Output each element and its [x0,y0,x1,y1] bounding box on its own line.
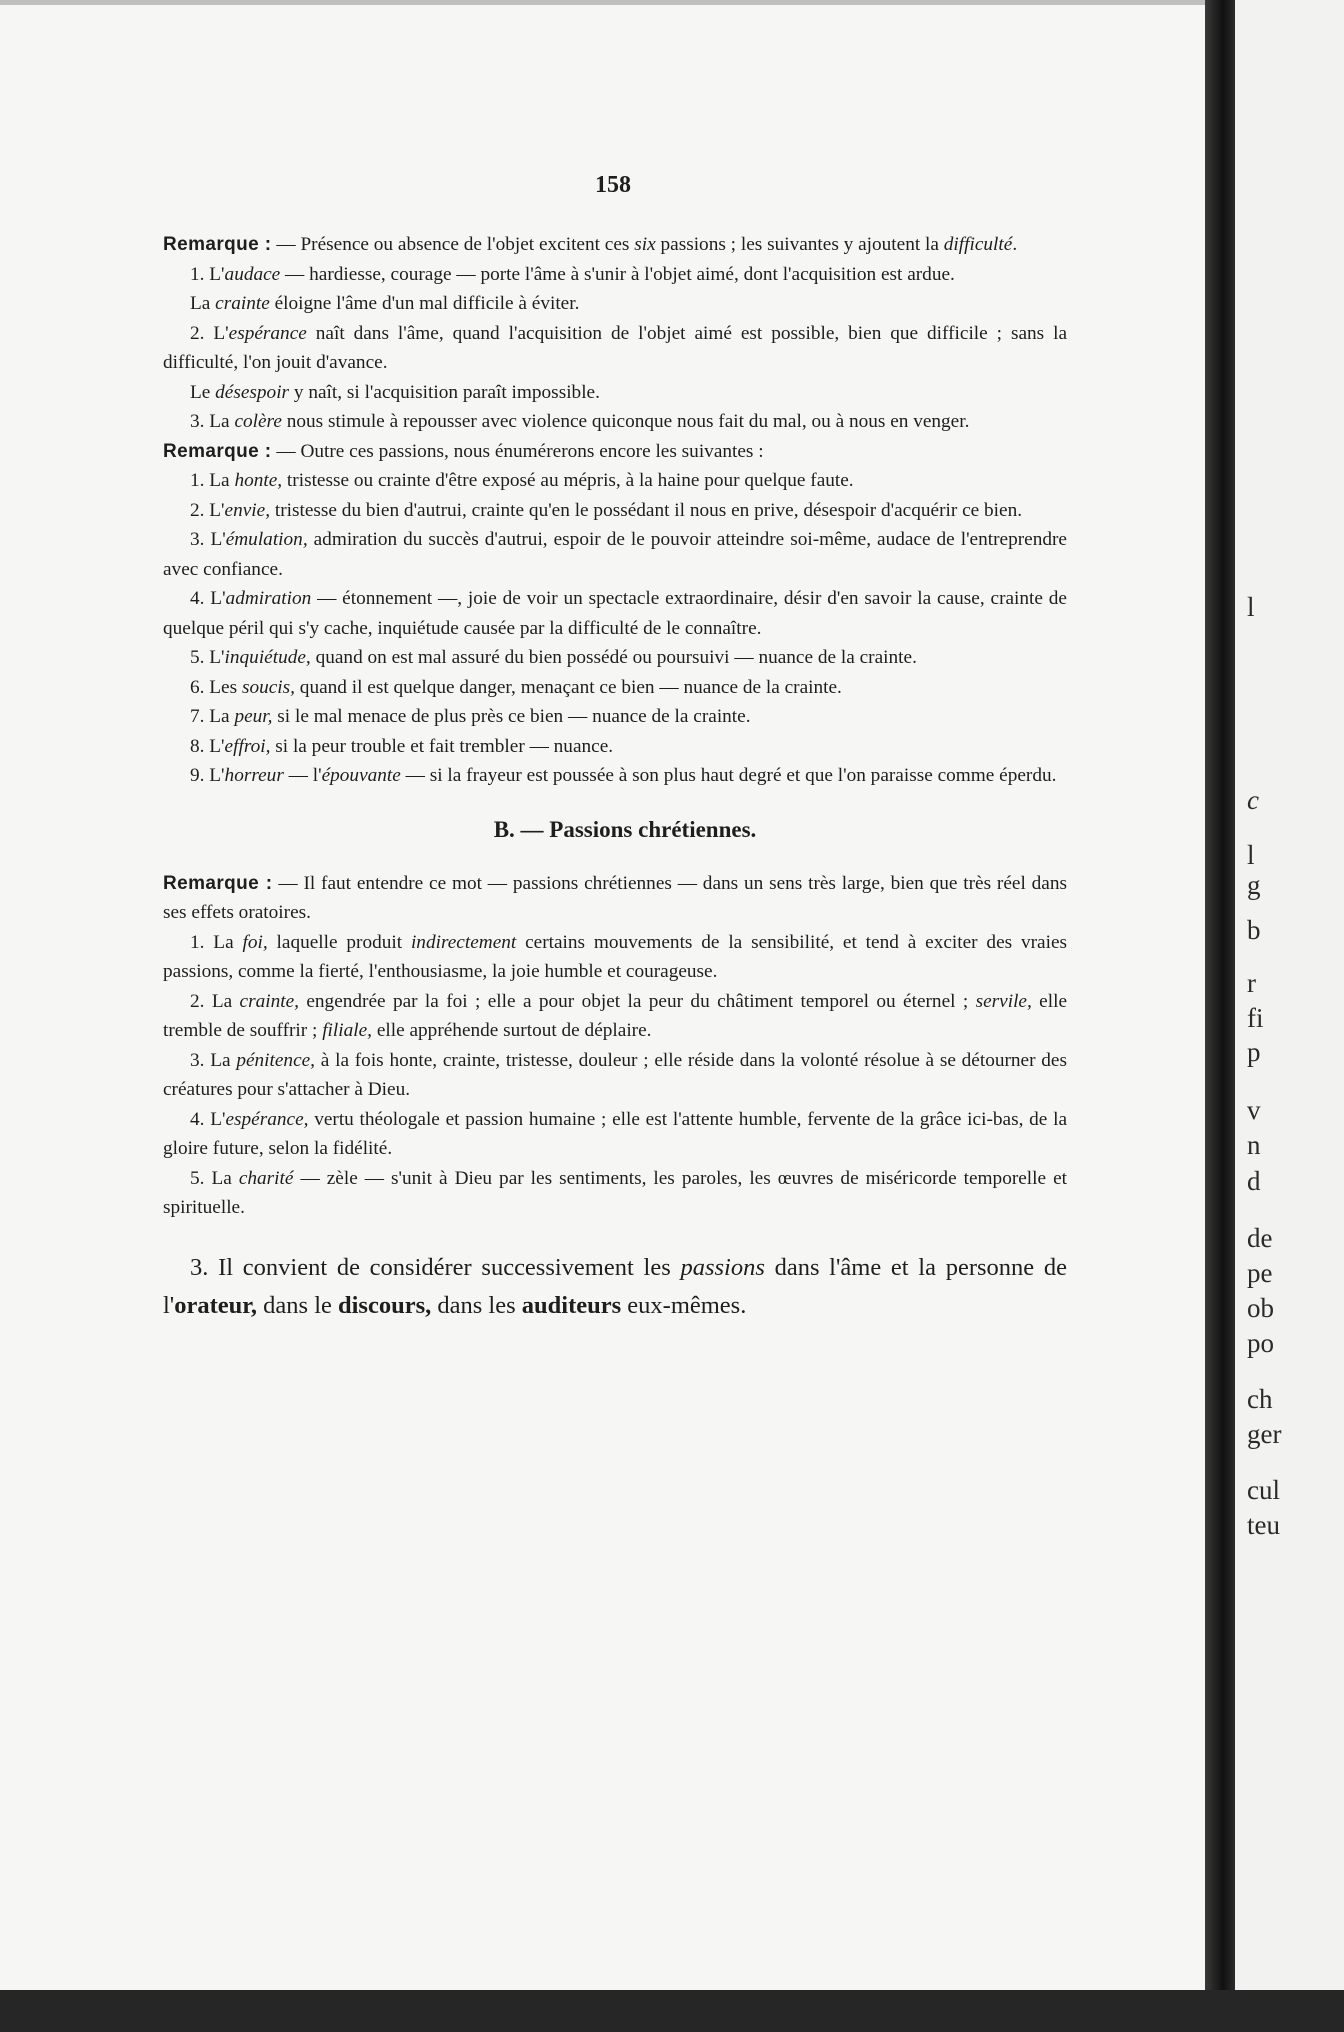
facing-text-fragment: ch [1247,1384,1273,1414]
paragraph [163,289,1067,319]
bold-term: discours, [338,1291,432,1319]
emphasis: désespoir [215,381,290,403]
remark-label: Remarque : [163,234,272,255]
list-item [163,1164,1067,1223]
text: laquelle produit [267,931,411,953]
remark-paragraph [163,869,1067,928]
book-spine [1205,0,1235,1990]
emphasis: admiration [225,588,312,609]
emphasis: servile, [975,990,1032,1012]
text: 3. L' [190,529,226,550]
text: 8. L' [190,735,225,757]
facing-text-fragment: cul [1247,1475,1280,1505]
list-item [163,584,1067,643]
list-item [163,466,1067,496]
page-number: 158 [595,172,631,198]
list-item [163,702,1067,732]
text: engendrée par la foi ; elle a pour objet la peur du châtiment temporel ou éternel ; [298,990,976,1012]
list-item [163,496,1067,526]
text: Le [190,381,216,403]
emphasis: crainte [215,293,270,314]
emphasis: épouvante [321,765,401,786]
list-item [163,987,1067,1046]
text: passions ; les suivantes y ajoutent la [655,234,944,255]
text: — l' [283,765,322,786]
text: — si la frayeur est poussée à son plus haut degré et que l'on paraisse comme éperdu. [400,765,1057,786]
facing-text-fragment: pe [1247,1258,1273,1288]
facing-text-fragment: de [1247,1223,1273,1253]
text: dans les [431,1291,522,1319]
text: dans le [257,1291,338,1319]
list-item [163,525,1067,584]
text: 4. L' [190,588,226,609]
emphasis: inquiétude, [224,647,311,668]
text: dans l'âme et la personne de l' [163,1253,1067,1319]
facing-page-edge [1235,0,1344,1990]
text: 1. La [190,931,243,953]
facing-text-fragment: r [1247,968,1256,998]
text: 1. L' [190,263,225,285]
text: La [190,293,216,314]
list-item [163,761,1067,791]
text: — Outre ces passions, nous énumérerons encore les suivantes : [271,440,764,462]
remark-paragraph [163,230,1067,260]
text: 2. L' [190,322,229,344]
emphasis: passions [680,1253,765,1281]
remark-label: Remarque : [163,440,272,462]
facing-text-fragment: l [1247,592,1255,622]
text: à la fois honte, crainte, tristesse, douleur ; elle réside dans la volonté résolue à se détourner des créatures pour s'attacher à Dieu. [163,1049,1067,1100]
text: 6. Les [190,676,242,698]
bold-term: auditeurs [521,1291,622,1319]
emphasis: foi, [242,931,268,953]
emphasis: indirectement [410,931,517,953]
list-item [163,1105,1067,1164]
text: — zèle — s'unit à Dieu par les sentiments, les paroles, les œuvres de miséricorde temporelle et spirituelle. [163,1167,1067,1218]
text: 5. La [190,1167,239,1189]
text: 5. L' [190,647,225,668]
facing-text-fragment: ger [1247,1419,1282,1449]
emphasis: effroi, [224,735,271,757]
facing-text-fragment: b [1247,915,1261,945]
text: tristesse ou crainte d'être exposé au mépris, à la haine pour quelque faute. [282,470,854,491]
text: admiration du succès d'autrui, espoir de le pouvoir atteindre soi-même, audace de l'entreprendre avec confiance. [163,529,1067,580]
text: — Il faut entendre ce mot — passions chrétiennes — dans un sens très large, bien que très réel dans ses effets oratoires. [163,872,1067,923]
text: quand il est quelque danger, menaçant ce bien — nuance de la crainte. [294,676,842,698]
emphasis: six [634,234,656,255]
emphasis: espérance [228,322,307,344]
text: tristesse du bien d'autrui, crainte qu'en le possédant il nous en prive, désespoir d'acquérir ce bien. [270,499,1023,521]
text: si le mal menace de plus près ce bien — nuance de la crainte. [272,706,751,727]
list-item [163,1046,1067,1105]
facing-text-fragment: ob [1247,1293,1274,1323]
text: 3. La [190,411,235,432]
text: y naît, si l'acquisition paraît impossible. [289,381,600,403]
text: 2. L' [190,499,225,521]
closing-paragraph [163,1249,1067,1325]
text: 7. La [190,706,235,727]
text: éloigne l'âme d'un mal difficile à éviter. [269,293,580,314]
remark-label: Remarque : [163,872,273,894]
facing-text-fragment: c [1247,785,1259,815]
section-title: B. — Passions chrétiennes. [493,816,757,842]
text: 3. Il convient de considérer successivement les [190,1253,681,1281]
text: vertu théologale et passion humaine ; elle est l'attente humble, fervente de la grâce ici-bas, de la gloire future, selon la fidélité. [163,1108,1067,1159]
emphasis: peur, [234,706,273,727]
text: elle appréhende surtout de déplaire. [372,1020,652,1041]
bold-term: orateur, [174,1291,258,1319]
text: quand on est mal assuré du bien possédé ou poursuivi — nuance de la crainte. [310,647,917,668]
scan-bottom-edge [0,1990,1344,2032]
numbered-paragraph [163,319,1067,378]
emphasis: émulation, [225,529,308,550]
paragraph [163,378,1067,408]
remark-paragraph [163,437,1067,467]
emphasis: charité [238,1167,294,1189]
text: 4. L' [190,1108,226,1130]
text: — hardiesse, courage — porte l'âme à s'unir à l'objet aimé, dont l'acquisition est ardue. [280,263,955,285]
text: certains mouvements de la sensibilité, et tend à exciter des vraies passions, comme la fierté, l'enthousiasme, la joie humble et courageuse. [163,931,1068,982]
facing-text-fragment: teu [1247,1510,1280,1540]
scan-top-edge [0,0,1344,5]
facing-text-fragment: fi [1247,1003,1264,1033]
facing-text-fragment: g [1247,870,1261,900]
text: si la peur trouble et fait trembler — nuance. [270,735,614,757]
text: elle tremble de souffrir ; [163,990,1068,1041]
text: . [1012,234,1018,255]
emphasis: colère [234,411,282,432]
list-item [163,643,1067,673]
emphasis: crainte, [239,990,299,1012]
facing-text-fragment: d [1247,1166,1261,1196]
text: 2. La [190,990,240,1012]
numbered-paragraph [163,260,1067,290]
emphasis: honte, [234,470,283,491]
text: 3. La [190,1049,237,1071]
facing-text-fragment: po [1247,1328,1274,1358]
emphasis: horreur [224,765,284,786]
text: — Présence ou absence de l'objet excitent ces [271,234,635,255]
text: — étonnement —, joie de voir un spectacle extraordinaire, désir d'en savoir la cause, crainte de quelque péril qui s'y cache, inquiétude causée par la difficulté de le connaître. [163,588,1067,639]
text: nous stimule à repousser avec violence quiconque nous fait du mal, ou à nous en venger. [281,411,970,432]
emphasis: filiale, [322,1020,373,1041]
list-item [163,673,1067,703]
facing-text-fragment: v [1247,1095,1261,1125]
passion-list-a [163,466,1067,791]
emphasis: envie, [224,499,271,521]
facing-text-fragment: n [1247,1130,1261,1160]
emphasis: pénitence, [236,1049,316,1071]
list-item [163,732,1067,762]
text: eux-mêmes. [621,1291,747,1319]
text: 1. La [190,470,235,491]
emphasis: difficulté [943,234,1013,255]
facing-text-fragment: p [1247,1037,1261,1067]
emphasis: soucis, [241,676,295,698]
list-item [163,928,1067,987]
text: naît dans l'âme, quand l'acquisition de l'objet aimé est possible, bien que difficile ; sans la difficulté, l'on jouit d'avance. [163,322,1067,373]
numbered-paragraph [163,407,1067,437]
emphasis: espérance, [225,1108,309,1130]
facing-text-fragment: l [1247,840,1255,870]
emphasis: audace [224,263,281,285]
passion-list-b [163,928,1067,1223]
passions-block-a [163,230,1067,1325]
text: 9. L' [190,765,225,786]
